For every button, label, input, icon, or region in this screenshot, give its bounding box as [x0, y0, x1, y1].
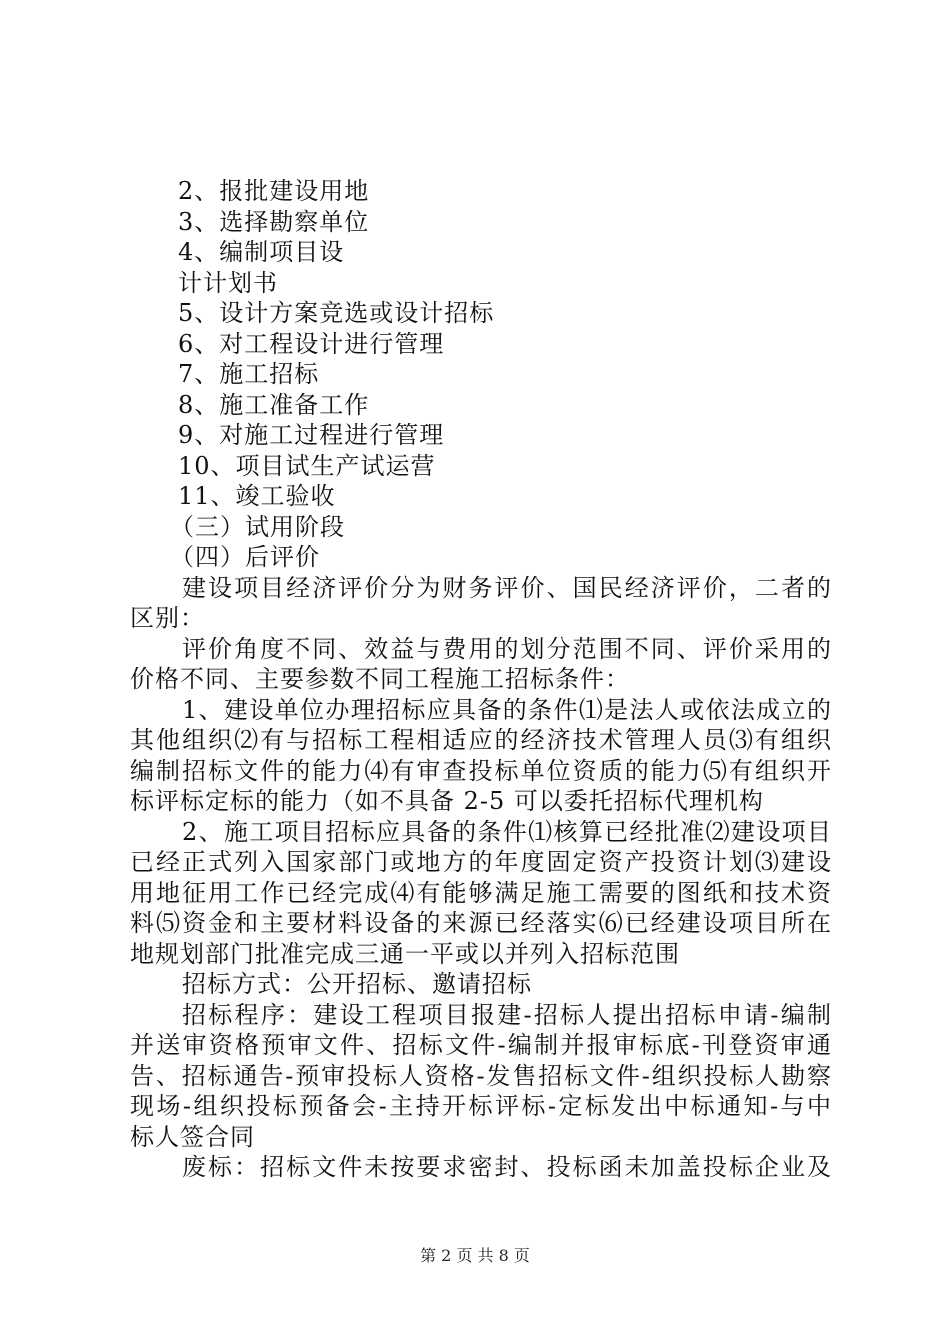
paragraph-line: 告、招标通告-预审投标人资格-发售招标文件-组织投标人勘察	[130, 1061, 832, 1090]
paragraph-line: 废标：招标文件未按要求密封、投标函未加盖投标企业及	[182, 1153, 832, 1181]
list-item: 6、对工程设计进行管理	[178, 329, 445, 358]
paragraph-line: 评价角度不同、效益与费用的划分范围不同、评价采用的	[182, 634, 832, 663]
paragraph-line: 现场-组织投标预备会-主持开标评标-定标发出中标通知-与中	[130, 1092, 832, 1120]
paragraph-line: 1、建设单位办理招标应具备的条件⑴是法人或依法成立的	[182, 695, 832, 724]
list-item: 2、报批建设用地	[178, 177, 370, 205]
paragraph-line: 招标程序：建设工程项目报建-招标人提出招标申请-编制	[182, 1000, 832, 1029]
body-text	[130, 176, 832, 1183]
list-item: 8、施工准备工作	[178, 390, 370, 419]
section-heading: （三）试用阶段	[170, 512, 345, 541]
list-item: 9、对施工过程进行管理	[178, 421, 445, 449]
paragraph-line: 地规划部门批准完成三通一平或以并列入招标范围	[130, 939, 680, 968]
section-heading: （四）后评价	[170, 543, 320, 571]
page-number-footer: 第 2 页 共 8 页	[420, 1246, 530, 1265]
paragraph-line: 用地征用工作已经完成⑷有能够满足施工需要的图纸和技术资	[130, 878, 832, 907]
list-item: 4、编制项目设	[178, 238, 345, 266]
list-item: 11、竣工验收	[178, 482, 336, 510]
list-item: 10、项目试生产试运营	[178, 451, 436, 480]
list-item: 7、施工招标	[178, 360, 320, 388]
paragraph-line: 标评标定标的能力（如不具备 2-5 可以委托招标代理机构	[130, 787, 764, 815]
paragraph-line: 并送审资格预审文件、招标文件-编制并报审标底-刊登资审通	[130, 1031, 832, 1059]
list-item: 3、选择勘察单位	[178, 207, 370, 236]
list-item: 5、设计方案竞选或设计招标	[178, 299, 495, 327]
paragraph-line: 区别：	[130, 604, 205, 632]
paragraph-line: 2、施工项目招标应具备的条件⑴核算已经批准⑵建设项目	[182, 817, 832, 846]
paragraph-line: 已经正式列入国家部门或地方的年度固定资产投资计划⑶建设	[130, 848, 832, 876]
paragraph-line: 招标方式：公开招标、邀请招标	[182, 970, 532, 998]
paragraph-line: 其他组织⑵有与招标工程相适应的经济技术管理人员⑶有组织	[130, 726, 832, 754]
paragraph-line: 标人签合同	[130, 1122, 255, 1151]
paragraph-line: 价格不同、主要参数不同工程施工招标条件：	[130, 665, 630, 693]
paragraph-line: 编制招标文件的能力⑷有审查投标单位资质的能力⑸有组织开	[130, 756, 832, 785]
paragraph-line: 建设项目经济评价分为财务评价、国民经济评价，二者的	[182, 573, 832, 602]
list-item-continuation: 计计划书	[178, 268, 278, 297]
paragraph-line: 料⑸资金和主要材料设备的来源已经落实⑹已经建设项目所在	[130, 909, 832, 937]
